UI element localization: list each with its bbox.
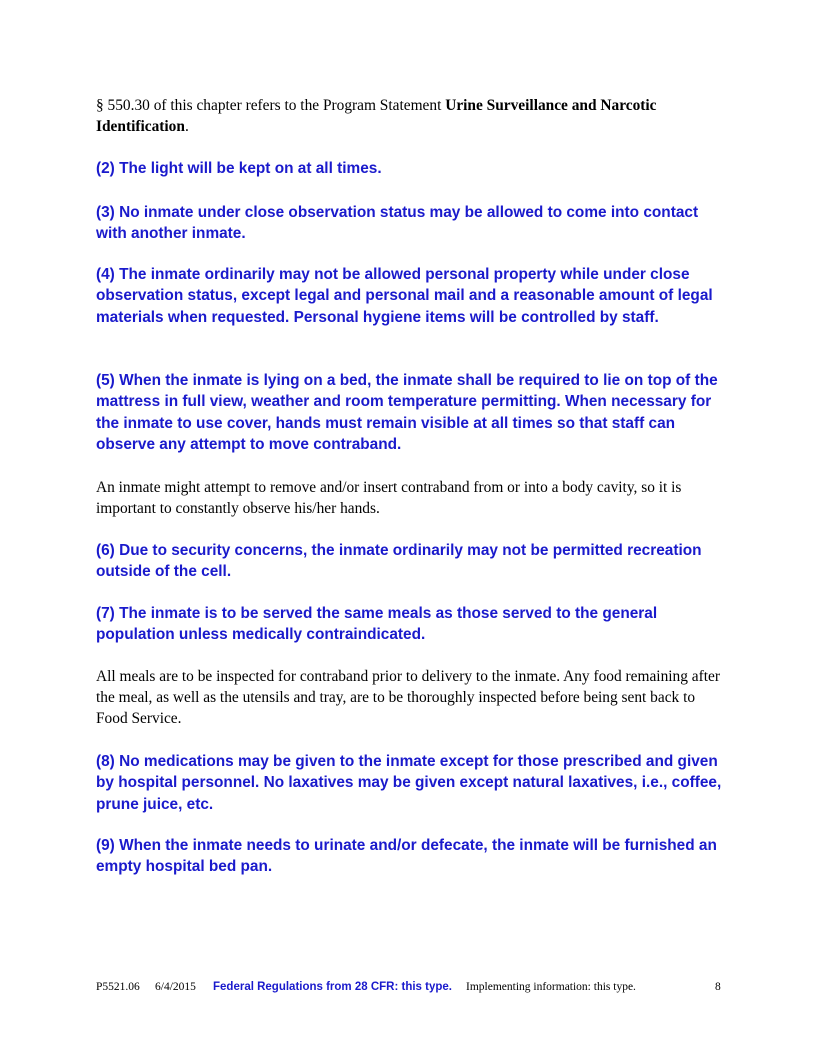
regulation-7: (7) The inmate is to be served the same meals as those served to the general population unless medically contraindicated. bbox=[96, 605, 658, 644]
intro-paragraph bbox=[96, 95, 726, 137]
footer-date: 6/4/2015 bbox=[155, 981, 196, 993]
footer-implementing-legend: Implementing information: this type. bbox=[466, 981, 636, 993]
regulation-3: (3) No inmate under close observation status may be allowed to come into contact with another inmate. bbox=[96, 204, 699, 243]
footer-doc-number: P5521.06 bbox=[96, 981, 140, 993]
regulation-5: (5) When the inmate is lying on a bed, the inmate shall be required to lie on top of the mattress in full view, weather and room temperature permitting. When necessary for the inmate to use cover, hands must remain visible at all times so that staff can observe any attempt to move contraband. bbox=[96, 372, 718, 454]
regulation-4: (4) The inmate ordinarily may not be allowed personal property while under close observation status, except legal and personal mail and a reasonable amount of legal materials when requested. Personal hygiene items will be controlled by staff. bbox=[96, 266, 713, 326]
regulation-2: (2) The light will be kept on at all times. bbox=[96, 160, 382, 177]
page-footer bbox=[96, 979, 724, 995]
document-page bbox=[96, 0, 720, 1056]
implementing-paragraph-meals: All meals are to be inspected for contraband prior to delivery to the inmate. Any food remaining after the meal, as well as the utensils and tray, are to be thoroughly inspected before being sent back to Food Service. bbox=[96, 668, 720, 727]
regulation-8: (8) No medications may be given to the inmate except for those prescribed and given by hospital personnel. No laxatives may be given except natural laxatives, i.e., coffee, prune juice, etc. bbox=[96, 753, 722, 813]
footer-page-number: 8 bbox=[715, 981, 721, 993]
footer-regulations-legend: Federal Regulations from 28 CFR: this type. bbox=[213, 981, 452, 993]
regulation-9: (9) When the inmate needs to urinate and/or defecate, the inmate will be furnished an empty hospital bed pan. bbox=[96, 837, 717, 876]
regulation-6: (6) Due to security concerns, the inmate ordinarily may not be permitted recreation outside of the cell. bbox=[96, 542, 702, 581]
intro-suffix: . bbox=[184, 118, 189, 135]
implementing-paragraph-hands: An inmate might attempt to remove and/or insert contraband from or into a body cavity, so it is important to constantly observe his/her hands. bbox=[96, 479, 682, 517]
program-statement-title: Urine Surveillance and Narcotic Identification bbox=[96, 97, 657, 135]
intro-prefix: § 550.30 of this chapter refers to the Program Statement bbox=[96, 97, 446, 114]
